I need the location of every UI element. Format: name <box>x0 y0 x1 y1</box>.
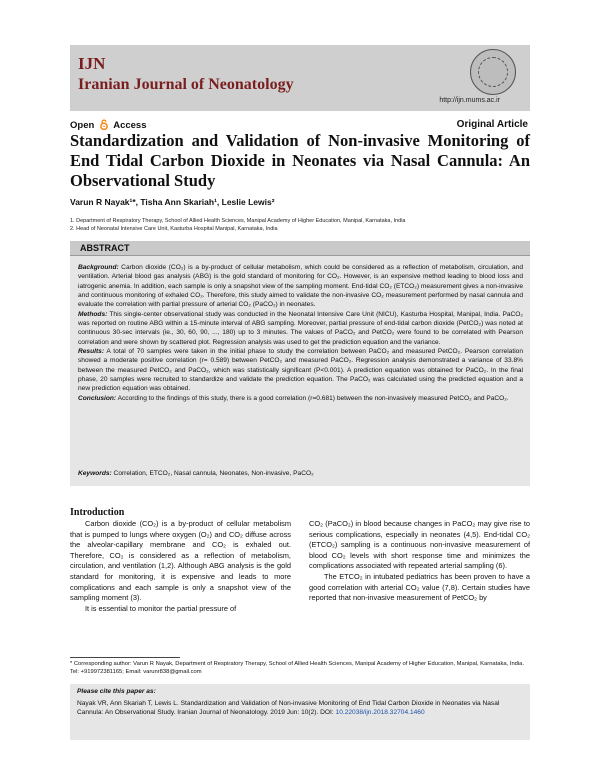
open-access-lock-icon <box>99 119 109 130</box>
keywords: Keywords: Correlation, ETCO₂, Nasal cannula, Neonates, Non-invasive, PaCO₂ <box>78 470 314 477</box>
journal-url[interactable]: http://ijn.mums.ac.ir <box>439 97 500 104</box>
introduction-heading: Introduction <box>70 507 125 518</box>
affiliation-1: 1. Department of Respiratory Therapy, School of Allied Health Sciences, Manipal Academy of Higher Education, Manipal, Karnataka, India <box>70 218 406 224</box>
journal-banner <box>70 45 530 111</box>
affiliation-2: 2. Head of Neonatal Intensive Care Unit, Kasturba Hospital Manipal, Karnataka, India <box>70 226 278 232</box>
footnote-rule <box>70 657 180 658</box>
intro-paragraph: The ETCO₂ in intubated pediatrics has been proven to have a good correlation with arterial CO₂ value (7,8). Certain studies have reported that non-invasive measurement of PetCO₂ by <box>309 571 530 603</box>
journal-seal-icon <box>470 49 516 95</box>
doi-link[interactable]: 10.22038/ijn.2018.32704.1460 <box>335 709 425 717</box>
paper-title: Standardization and Validation of Non-invasive Monitoring of End Tidal Carbon Dioxide in Neonates via Nasal Cannula: An Observational Study <box>70 131 530 190</box>
citation-box <box>70 684 530 740</box>
corresponding-author-footnote: * Corresponding author: Varun R Nayak, Department of Respiratory Therapy, School of Allied Health Sciences, Manipal Academy of Higher Education, Manipal, Karnataka, India. Tel: +919972381165; Email: varunr838@gmail.com <box>70 661 525 676</box>
intro-column-left <box>70 519 291 614</box>
intro-paragraph: CO₂ (PaCO₂) in blood because changes in PaCO₂ may give rise to serious complications, especially in neonates (4,5). End-tidal CO₂ (ETCO₂) sampling is a continuous non-invasive measurement of blood CO₂ levels with short response time and minimizes the complications associated with repeated arterial sampling (6). <box>309 519 530 571</box>
abstract-heading: ABSTRACT <box>80 243 130 253</box>
abstract-results: Results: A total of 70 samples were taken in the initial phase to study the correlation between PaCO₂ and measured PetCO₂. Pearson correlation showed a moderate positive correlation (r= 0.589) between PetCO₂ and measured PaCO₂. Regression analysis demonstrated a variance of 33.8% between the measured PetCO₂ and PaCO₂, which was statistically significant (P<0.001). A prediction equation was obtained for PaCO₂. In the final phase, 20 samples were recruited to standardize and validate the prediction equation. The PaCO₂ was calculated using the predicted equation and a new prediction equation was obtained. <box>78 348 523 393</box>
intro-paragraph: Carbon dioxide (CO₂) is a by-product of cellular metabolism that is pumped to lungs where oxygen (O₂) and CO₂ diffuse across the alveolar-capillary membrane and CO₂ is exhaled out. Therefore, CO₂ is considered as a reflection of metabolism, circulation, and ventilation (1,2). Although ABG analysis is the gold standard for monitoring, it is expensive and leads to more complications and each sample is only a snapshot view of the sampling moment (3). <box>70 519 291 603</box>
journal-abbr: IJN <box>78 54 106 73</box>
authors: Varun R Nayak¹*, Tisha Ann Skariah¹, Leslie Lewis² <box>70 197 275 207</box>
journal-name: Iranian Journal of Neonatology <box>78 76 294 93</box>
citation-text: Nayak VR, Ann Skariah T, Lewis L. Standardization and Validation of Non-invasive Monitoring of End Tidal Carbon Dioxide in Neonates via Nasal Cannula: An Observational Study. Iranian Journal of Neonatology. 2019 Jun: 10(2). DOI: 10.22038/ijn.2018.32704.1460 <box>77 700 500 717</box>
intro-paragraph: It is essential to monitor the partial pressure of <box>85 603 237 613</box>
abstract-header <box>70 241 530 256</box>
abstract-methods: Methods: This single-center observational study was conducted in the Neonatal Intensive Care Unit (NICU), Kasturba Hospital, Manipal, India. PaCO₂ was reported on routine ABG within a 15-minute interval of ABG sampling. Moreover, partial pressure of end-tidal carbon dioxide (PetCO₂) was noted at continuous 30-sec intervals (ie., 30, 60, 90, ..., 180) up to 3 minutes. The values of PaCO₂ and PetCO₂ were found to be correlated with Pearson correlation and were shown by scattered plot. Regression analysis was used to get the prediction equation and the variance. <box>78 310 523 346</box>
abstract-conclusion: Conclusion: According to the findings of this study, there is a good correlation (r=0.681) between the non-invasively measured PetCO₂ and PaCO₂. <box>78 394 509 402</box>
open-access-label: Open Access <box>70 120 147 131</box>
abstract-background: Background: Carbon dioxide (CO₂) is a by-product of cellular metabolism, which could be considered as a reflection of metabolism, circulation, and ventilation. Arterial blood gas analysis (ABG) is the gold standard of monitoring for CO₂. However, is an expensive method leading to blood loss and iatrogenic anemia. In addition, each sample is only a snapshot view of the sampling moment. End-tidal CO₂ (ETCO₂) measurement gives a non-invasive and continuous monitoring of exhaled CO₂. Therefore, this study aimed to validate the non-invasive CO₂ measurement performed by nasal cannula and evaluate the correlation with partial pressure of arterial CO₂ (PaCO₂) in neonates. <box>78 264 523 309</box>
abstract-box <box>70 241 530 486</box>
intro-column-right <box>309 519 530 604</box>
article-type: Original Article <box>456 119 528 130</box>
citation-label: Please cite this paper as: <box>77 688 156 695</box>
abstract-body <box>78 263 523 403</box>
